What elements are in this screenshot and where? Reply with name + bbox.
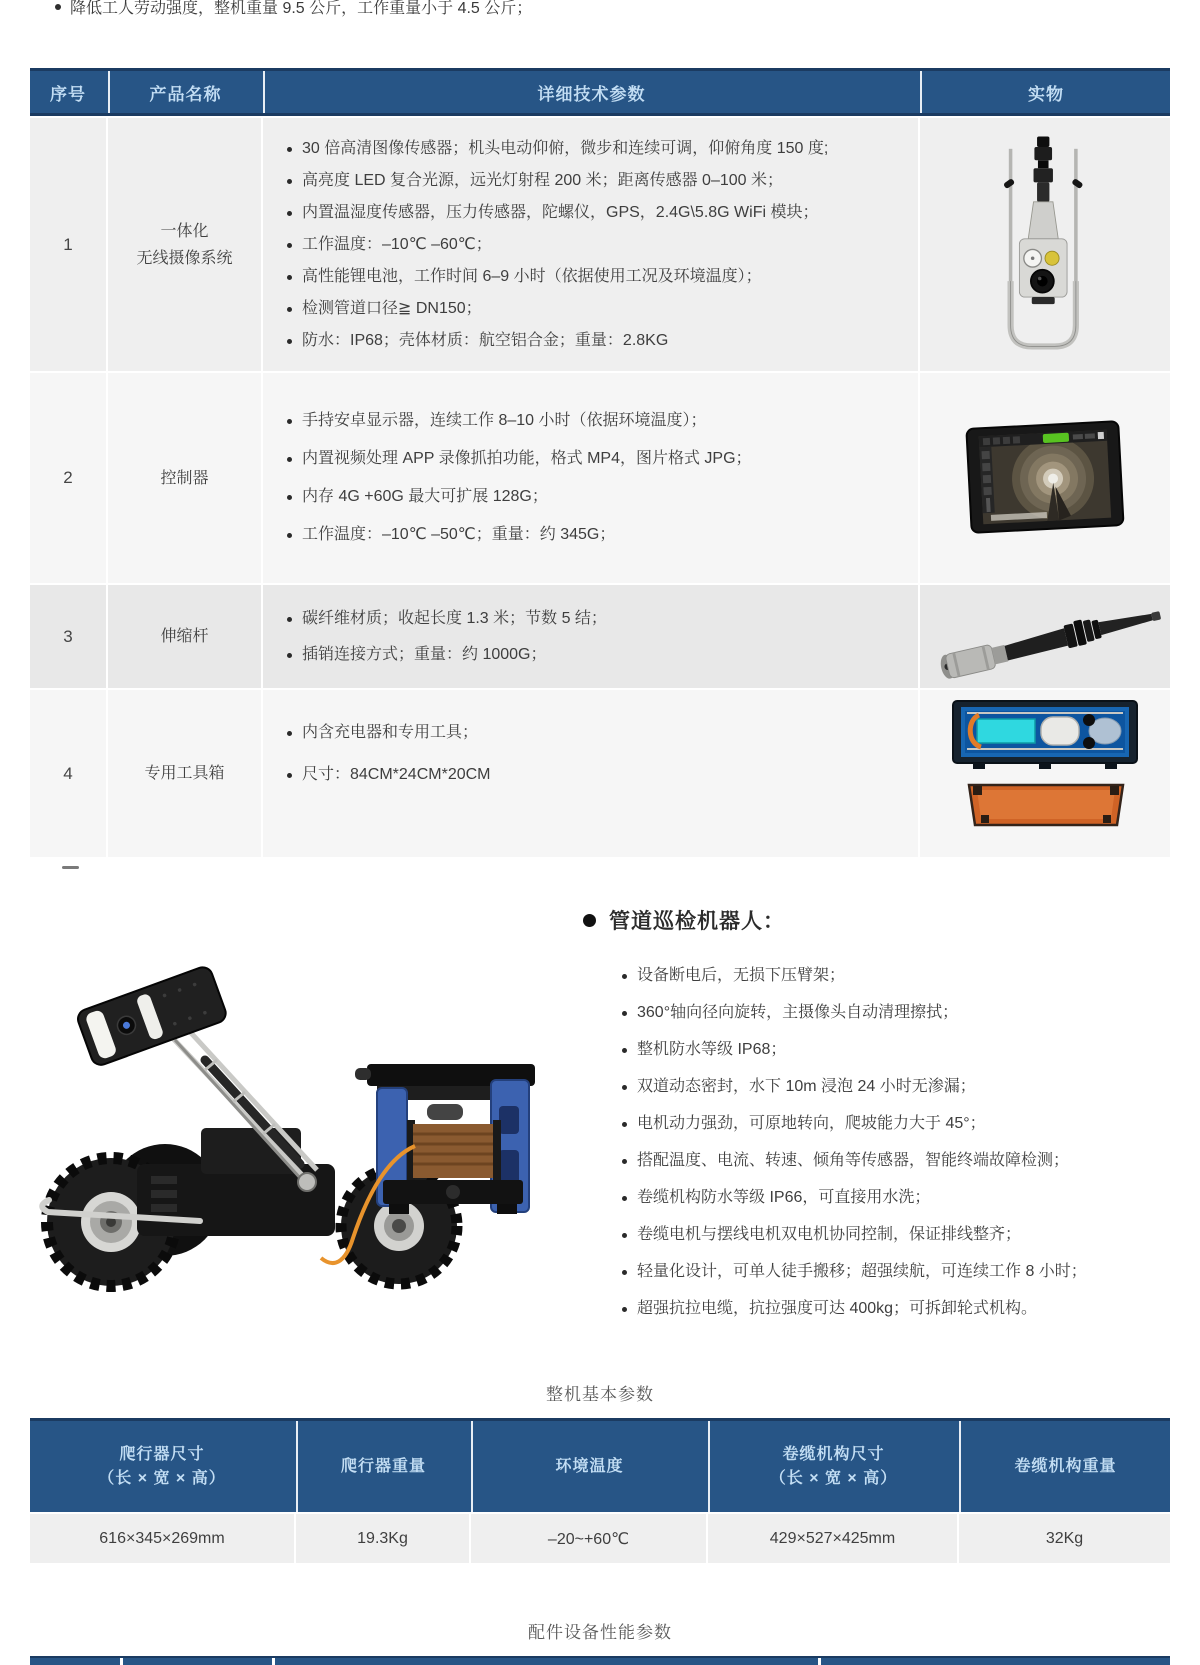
intro-bullet bbox=[55, 0, 532, 18]
robot-feature-list bbox=[622, 966, 1162, 1336]
spec-line: 内存 4G +60G 最大可扩展 128G； bbox=[287, 487, 908, 507]
spec-line: 内含充电器和专用工具； bbox=[287, 723, 908, 743]
robot-feature: 360°轴向径向旋转，主摄像头自动清理擦拭； bbox=[622, 1003, 1162, 1023]
products-table bbox=[30, 68, 1170, 857]
basic-params-table bbox=[30, 1418, 1170, 1563]
value-crawler-size: 616×345×269mm bbox=[30, 1514, 294, 1563]
robot-section-title: 管道巡检机器人： bbox=[609, 910, 785, 933]
product-photo-telescopic-rod bbox=[920, 585, 1170, 688]
column-divider bbox=[272, 1658, 275, 1665]
col-header-product-name: 产品名称 bbox=[108, 71, 261, 113]
bullet-dot bbox=[287, 339, 292, 344]
col-header-crawler-weight: 爬行器重量 bbox=[296, 1421, 469, 1512]
bullet-dot bbox=[287, 419, 292, 424]
column-divider bbox=[818, 1658, 821, 1665]
bullet-dot bbox=[287, 773, 292, 778]
spec-line: 手持安卓显示器，连续工作 8–10 小时（依据环境温度）； bbox=[287, 411, 908, 431]
intro-bullet-text: 降低工人劳动强度，整机重量 9.5 公斤，工作重量小于 4.5 公斤； bbox=[70, 0, 533, 17]
robot-feature: 电机动力强劲，可原地转向，爬坡能力大于 45°； bbox=[622, 1114, 1162, 1134]
spec-line: 尺寸：84CM*24CM*20CM bbox=[287, 765, 908, 785]
robot-feature: 双道动态密封，水下 10m 浸泡 24 小时无渗漏； bbox=[622, 1077, 1162, 1097]
spec-line: 防水：IP68；壳体材质：航空铝合金；重量：2.8KG bbox=[287, 331, 908, 351]
bullet-dot bbox=[622, 1011, 627, 1016]
bullet-dot bbox=[287, 211, 292, 216]
col-header-reel-size: 卷缆机构尺寸 （长 × 宽 × 高） bbox=[708, 1421, 957, 1512]
spec-list bbox=[263, 690, 918, 857]
col-header-crawler-size: 爬行器尺寸 （长 × 宽 × 高） bbox=[98, 1445, 226, 1487]
col-header-number: 序号 bbox=[50, 84, 86, 104]
value-crawler-weight: 19.3Kg bbox=[296, 1514, 469, 1563]
spec-line: 内置视频处理 APP 录像抓拍功能，格式 MP4，图片格式 JPG； bbox=[287, 449, 908, 469]
pipeline-robot-illustration bbox=[15, 938, 540, 1338]
bullet-dot bbox=[622, 1233, 627, 1238]
bullet-dot bbox=[287, 495, 292, 500]
products-table-header bbox=[30, 68, 1170, 116]
robot-feature: 超强抗拉电缆，抗拉强度可达 400kg；可拆卸轮式机构。 bbox=[622, 1299, 1162, 1319]
robot-feature: 整机防水等级 IP68； bbox=[622, 1040, 1162, 1060]
bullet-dot bbox=[287, 617, 292, 622]
bullet-dot bbox=[287, 457, 292, 462]
product-name: 专用工具箱 bbox=[108, 690, 261, 857]
product-name: 控制器 bbox=[108, 373, 261, 583]
bullet-dot bbox=[55, 4, 61, 10]
row-number: 4 bbox=[30, 690, 106, 857]
accessory-table-header-partial bbox=[30, 1656, 1170, 1665]
product-photo-controller bbox=[920, 373, 1170, 583]
telescopic-rod-illustration bbox=[923, 591, 1167, 683]
bullet-dot bbox=[622, 1307, 627, 1312]
spec-line: 插销连接方式；重量：约 1000G； bbox=[287, 645, 908, 665]
robot-feature: 卷缆机构防水等级 IP66，可直接用水洗； bbox=[622, 1188, 1162, 1208]
table-row bbox=[30, 118, 1170, 371]
bullet-dot bbox=[287, 275, 292, 280]
bullet-dot bbox=[622, 1048, 627, 1053]
robot-feature: 搭配温度、电流、转速、倾角等传感器，智能终端故障检测； bbox=[622, 1151, 1162, 1171]
robot-feature: 卷缆电机与摆线电机双电机协同控制，保证排线整齐； bbox=[622, 1225, 1162, 1245]
col-header-specs: 详细技术参数 bbox=[263, 71, 918, 113]
value-reel-weight: 32Kg bbox=[959, 1514, 1170, 1563]
row-number: 1 bbox=[30, 118, 106, 371]
spec-line: 工作温度：–10℃ –50℃；重量：约 345G； bbox=[287, 525, 908, 545]
col-header-photo: 实物 bbox=[920, 71, 1170, 113]
basic-params-header bbox=[30, 1418, 1170, 1512]
bullet-dot bbox=[287, 307, 292, 312]
spec-list bbox=[263, 118, 918, 371]
spec-line: 工作温度：–10℃ –60℃； bbox=[287, 235, 908, 255]
bullet-dot bbox=[287, 243, 292, 248]
bullet-dot bbox=[287, 147, 292, 152]
controller-tablet-illustration bbox=[957, 417, 1133, 539]
bullet-dot bbox=[287, 731, 292, 736]
col-header-ambient-temp: 环境温度 bbox=[471, 1421, 706, 1512]
camera-system-illustration bbox=[970, 122, 1120, 368]
product-photo-camera-system bbox=[920, 118, 1170, 371]
bullet-dot bbox=[622, 974, 627, 979]
bullet-dot bbox=[583, 914, 596, 927]
robot-feature: 轻量化设计，可单人徒手搬移；超强续航，可连续工作 8 小时； bbox=[622, 1262, 1162, 1282]
product-photo-toolbox bbox=[920, 690, 1170, 857]
accessory-params-title: 配件设备性能参数 bbox=[528, 1623, 672, 1642]
col-header-reel-weight: 卷缆机构重量 bbox=[959, 1421, 1170, 1512]
basic-params-title: 整机基本参数 bbox=[546, 1385, 654, 1404]
spec-line: 30 倍高清图像传感器；机头电动仰俯，微步和连续可调，仰俯角度 150 度; bbox=[287, 139, 908, 159]
bullet-dot bbox=[622, 1159, 627, 1164]
table-row bbox=[30, 690, 1170, 857]
spec-line: 高性能锂电池，工作时间 6–9 小时（依据使用工况及环境温度）； bbox=[287, 267, 908, 287]
bullet-dot bbox=[622, 1122, 627, 1127]
value-reel-size: 429×527×425mm bbox=[708, 1514, 957, 1563]
spec-line: 内置温湿度传感器，压力传感器，陀螺仪，GPS，2.4G\5.8G WiFi 模块； bbox=[287, 203, 908, 223]
row-number: 2 bbox=[30, 373, 106, 583]
bullet-dot bbox=[622, 1270, 627, 1275]
bullet-dot bbox=[287, 533, 292, 538]
spec-list bbox=[263, 373, 918, 583]
row-number: 3 bbox=[30, 585, 106, 688]
product-name: 一体化 无线摄像系统 bbox=[108, 118, 261, 371]
bullet-dot bbox=[287, 653, 292, 658]
column-divider bbox=[120, 1658, 123, 1665]
robot-section-heading bbox=[583, 905, 785, 935]
robot-photo bbox=[15, 938, 540, 1343]
spec-line: 检测管道口径≧ DN150； bbox=[287, 299, 908, 319]
bullet-dot bbox=[287, 179, 292, 184]
value-ambient-temp: –20~+60℃ bbox=[471, 1514, 706, 1563]
product-name: 伸缩杆 bbox=[108, 585, 261, 688]
spec-line: 高亮度 LED 复合光源，远光灯射程 200 米；距离传感器 0–100 米； bbox=[287, 171, 908, 191]
stray-dash-mark bbox=[62, 866, 79, 869]
basic-params-values bbox=[30, 1514, 1170, 1563]
toolbox-illustration bbox=[939, 693, 1151, 855]
bullet-dot bbox=[622, 1196, 627, 1201]
robot-feature: 设备断电后，无损下压臂架； bbox=[622, 966, 1162, 986]
table-row bbox=[30, 585, 1170, 688]
spec-list bbox=[263, 585, 918, 688]
bullet-dot bbox=[622, 1085, 627, 1090]
table-row bbox=[30, 373, 1170, 583]
spec-line: 碳纤维材质；收起长度 1.3 米；节数 5 结； bbox=[287, 609, 908, 629]
